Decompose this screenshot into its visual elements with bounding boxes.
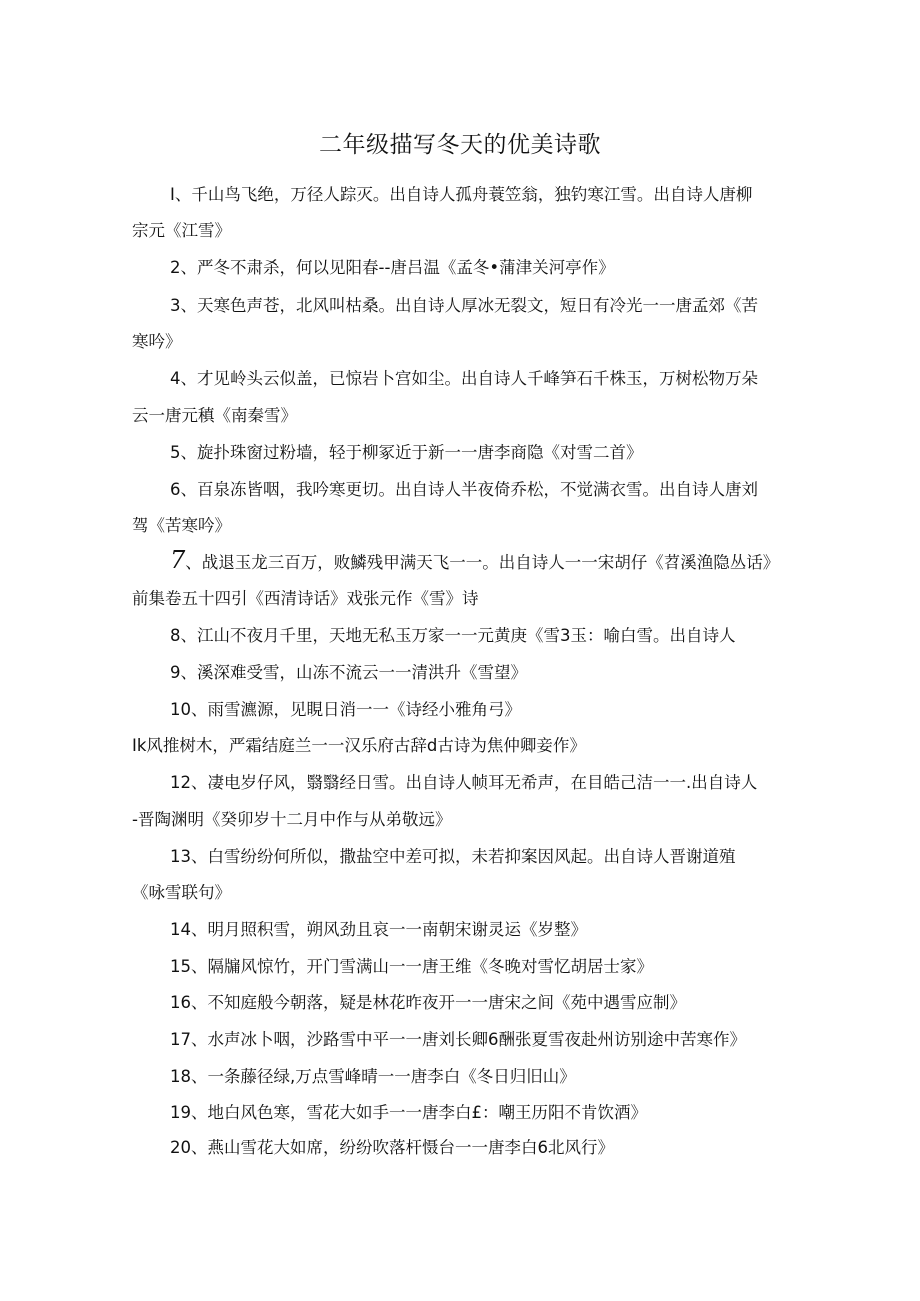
poem-line-13-cont: 《咏雪联句》 [132, 883, 231, 902]
poem-line-20: 20、燕山雪花大如席，纷纷吹落杆慑台一一唐李白6北风行》 [170, 1138, 614, 1157]
poem-line-1: I、千山鸟飞绝，万径人踪灭。出自诗人孤舟蓑笠翁，独钓寒江雪。出自诗人唐柳 [170, 185, 753, 204]
poem-line-2: 2、严冬不肃杀，何以见阳春--唐吕温《孟冬•蒲津关河亭作》 [170, 258, 615, 277]
poem-line-12: 12、凄电岁仔风，翳翳经日雪。出自诗人帧耳无希声，在目皓己洁一一.出自诗人 [170, 773, 758, 792]
poem-line-17: 17、水声冰卜咽，沙路雪中平一一唐刘长卿6酬张夏雪夜赴州访别途中苦寒作》 [170, 1030, 746, 1049]
poem-line-7-text: 、战退玉龙三百万，败鱗残甲满天飞一一。出自诗人一一宋胡仔《苕溪渔隐丛话》 [185, 553, 780, 572]
poem-line-9: 9、溪深难受雪，山冻不流云一一清洪升《雪望》 [170, 663, 527, 682]
poem-line-7 [170, 548, 830, 575]
poem-line-13: 13、白雪纷纷何所似，撒盐空中差可拟，未若抑案因风起。出自诗人晋谢道殖 [170, 847, 736, 866]
poem-line-12-cont: -晋陶渊明《癸卯岁十二月中作与从弟敬远》 [132, 810, 452, 829]
poem-line-6: 6、百泉冻皆咽，我吟寒更切。出自诗人半夜倚乔松，不觉满衣雪。出自诗人唐刘 [170, 480, 758, 499]
poem-line-5: 5、旋扑珠窗过粉墙，轻于柳冢近于新一一唐李商隐《对雪二首》 [170, 443, 643, 462]
poem-line-3-cont: 寒吟》 [132, 332, 182, 351]
poem-line-6-cont: 驾《苦寒吟》 [132, 516, 231, 535]
poem-line-18: 18、一条藤径绿,万点雪峰晴一一唐李白《冬日归旧山》 [170, 1067, 576, 1086]
poem-line-4: 4、才见岭头云似盖，已惊岩卜宫如尘。出自诗人千峰笋石千株玉，万树松物万朵 [170, 369, 758, 388]
poem-line-16: 16、不知庭般今朝落，疑是林花昨夜开一一唐宋之间《苑中遇雪应制》 [170, 993, 686, 1012]
poem-line-11: Ik风推树木，严霜结庭兰一一汉乐府古辞d古诗为焦仲卿妾作》 [132, 736, 586, 755]
poem-line-7-cont: 前集卷五十四引《西清诗话》戏张元作《雪》诗 [132, 589, 479, 608]
poem-line-10: 10、雨雪瀌源，见睍日消一一《诗经小雅角弓》 [170, 700, 521, 719]
poem-number-7: 7 [170, 546, 186, 574]
document-title: 二年级描写冬天的优美诗歌 [319, 132, 601, 158]
poem-line-4-cont: 云一唐元稹《南秦雪》 [132, 406, 297, 425]
poem-line-15: 15、隔牖风惊竹，开门雪满山一一唐王维《冬晚对雪忆胡居士家》 [170, 957, 653, 976]
poem-line-3: 3、天寒色声苍，北风叫枯桑。出自诗人厚冰无裂文，短日有冷光一一唐孟郊《苦 [170, 296, 758, 315]
poem-line-14: 14、明月照积雪，朔风劲且哀一一南朝宋谢灵运《岁整》 [170, 920, 587, 939]
poem-line-1-cont: 宗元《江雪》 [132, 221, 231, 240]
poem-line-8: 8、江山不夜月千里，天地无私玉万家一一元黄庚《雪3玉：喻白雪。出自诗人 [170, 626, 736, 645]
poem-line-19: 19、地白风色寒，雪花大如手一一唐李白£：嘲王历阳不肯饮酒》 [170, 1103, 647, 1122]
